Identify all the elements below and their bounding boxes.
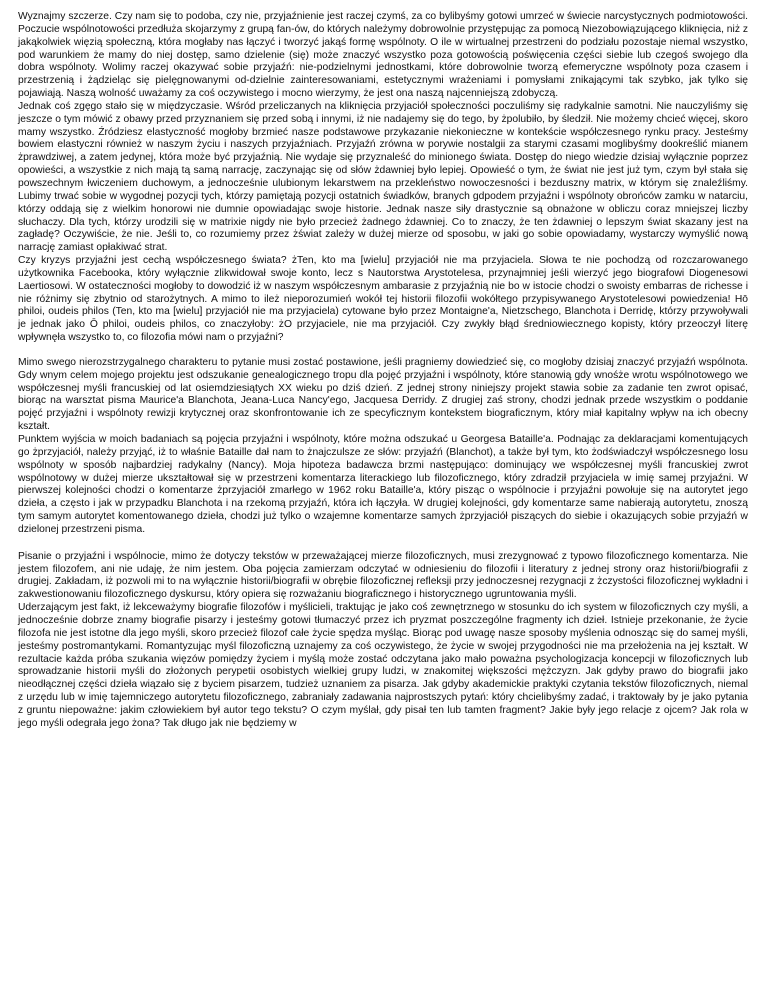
paragraph: Mimo swego nierozstrzygalnego charakteru to pytanie musi zostać postawione, jeśli pragniemy dowiedzieć się, co mogłoby dzisiaj znaczyć przyjaźń wspólnota. Gdy wnym celem mojego projektu jest odszukanie genealogicznego tropu dla pojęć przyjaźni i wspólnoty, które stanowią gdy wnośże wrotu wspólnotowego we współczesnej myśli francuskiej od lat osiemdziesiątych XX wieku po dziś dzień. Z jednej strony niniejszy projekt stawia sobie za zadanie ten zwrot opisać, biorąc na warsztat pisma Maurice'a Blanchota, Jeana-Luca Nancy'ego, Jacquesa Derridy. Z drugiej zaś strony, chodzi jednak przede wszystkim o poddanie pojęć przyjaźni i wspólnoty rewizji krytycznej oraz skonfrontowanie ich ze specyficznym kontekstem biograficznym, który miał kapitalny wpływ na ich obecny kształt. <box>18 356 748 433</box>
paragraph-gap <box>18 345 748 357</box>
paragraph-gap <box>18 537 748 551</box>
paragraph: Punktem wyjścia w moich badaniach są pojęcia przyjaźni i wspólnoty, które można odszukać u Georgesa Bataille'a. Podnając za deklaracjami komentujących go żprzyjaciół, należy przyjąć, iż to właśnie Bataille dał nam to żnajczulsze ze słów: przyjaźń (Blanchot), a także był tym, kto żodświadczył współczesnego losu wspólnoty w sposób najbardziej radykalny (Nancy). Moja hipoteza badawcza brzmi następująco: dominujący we współczesnej myśli francuskiej zwrot wspólnotowy w dużej mierze ukształtował się w przestrzeni komentarza literackiego lub filozoficznego, który zdradził przyjaciela w imię samej przyjaźni. W pierwszej kolejności chodzi o komentarze żprzyjaciół zmarłego w 1962 roku Bataille'a, który pisząc o wspólnocie i przyjaźni powołuje się na autorytet jego dzieła, a często i jak w przypadku Blanchota i na rzekomą przyjaźń, która ich łączyła. W drugiej kolejności, gdy komentarze same nabierają autorytetu, znoszą tym samym autorytet komentowanego dzieła, chodzi już tylko o wzajemne komentarze samych żprzyjaciół piszących do siebie i okazujących sobie przyjaźń w dzielonej przestrzeni pisma. <box>18 434 748 535</box>
paragraph: Jednak coś zgęgo stało się w międzyczasie. Wśród przeliczanych na kliknięcia przyjaciół społeczności poczuliśmy się radykalnie samotni. Nie nauczyliśmy się jeszcze o tym mówić z obawy przed przyznaniem się przed sobą i innymi, iż nie nadajemy się do tego, by żpolubiło, by śledził. Nie możemy chcieć więcej, skoro mamy wszystko. Źródziesz elastyczność mogłoby brzmieć nasze podstawowe przykazanie niekonieczne w kontekście współczesnego rynku pracy. Jesteśmy bowiem elastyczni również w naszym życiu i naszych przyjaźniach. Przyjaźń zrówna w porywie nostalgii za starymi czasami moglibyśmy dookreślić mianem żprawdziwej, a zatem jedynej, która może być przyjaźnią. Nie wydaje się przyznaleść do minionego świata. Dostęp do niego wiedzie dzisiaj wyłącznie poprzez opowieści, a wszystkie z nich mają tą samą narrację, zaczynając się od słów żdawniej było lepiej. Opowieść o tym, że świat nie jest już tym, czym był stała się powszechnym łwiczeniem duchowym, a jednocześnie ulubionym lekarstwem na przekleństwo nowoczesności i bezduszny matrix, w którym się znaleźliśmy. Lubimy trwać sobie w wygodnej pozycji tych, którzy pamiętają pozycji ostatnich świadków, branych gdpodem przyjaźni i wspólnoty obrońców zamku w natarciu, którzy oddają się z wielkim honorowi nie dumnie opowiadając swoje historie. Jednak nasze siły drastycznie są obnażone w obliczu coraz mniejszej liczby słuchaczy. Dla tych, którzy urodzili się w matrixie nigdy nie było przecież żadnego żdawniej. Co to znaczy, że ten żdawniej o lepszym świat skazany jest na zagładę? Oczywiście, że nie. Jeśli to, co rozumiemy przez żświat zależy w dużej mierze od sposobu, w jaki go sobie opowiadamy, wystarczy wymyślić nową narrację zamiast opłakiwać strat. <box>18 100 748 254</box>
paragraph: Czy kryzys przyjaźni jest cechą współczesnego świata? żTen, kto ma [wielu] przyjaciół nie ma przyjaciela. Słowa te nie pochodzą od rozczarowanego użytkownika Facebooka, który wyłącznie zlikwidował swoje konto, lecz s Nautorstwa Arystotelesa, przynajmniej jeśli wierzyć jego biografowi Diogenesowi Laertiosowi. W ostateczności mogłoby to dowodzić iż w naszym współczesnym ambarasie z przyjaźnią nie bo w istocie chodzi o swoisty embarras de richesse i nie różnimy się zbytnio od starożytnych. A mimo to ileż nieporozumień wokół tej historii filozofii wokółtego przypisywanego Arystotelesowi powiedzenia! Hō philoi, oudeis philos (Ten, kto ma [wielu] przyjaciół nie ma przyjaciela) cytowane było przez Montaigne'a, Nietzschego, Blanchota i Derridę, którzy przywoływali je jednak jako Ō philoi, oudeis philos, co znaczyłoby: żO przyjaciele, nie ma przyjaciół. Czy zwykły błąd średniowiecznego kopisty, który przeoczył literę wpływnęła wszystko to, co filozofia mówi nam o przyjaźni? <box>18 255 748 344</box>
paragraph: Wyznajmy szczerze. Czy nam się to podoba, czy nie, przyjaźnienie jest raczej czymś, za co bylibyśmy gotowi umrzeć w świecie narcystycznych podmiotowości. Poczucie wspólnotowości przedłuża skojarzymy z grupą fan-ów, do których należymy dobrowolnie przystępując za pomocą Niezobowiązującego kliknięcia, niż z jakąkolwiek więzią społeczną, która mogłaby nas łączyć i tworzyć jakąś formę wspólnoty. O ile w wirtualnej przestrzeni do podziału pozostaje niemal wszystko, pod warunkiem że mamy do niej dostęp, samo dzielenie (się) może znaczyć wszystko poza gotowością poświęcenia części siebie lub czegoś swojego dla dobra wspólnoty. Wolimy raczej okazywać sobie przyjaźń: nie-podzielnymi jednostkami, które dobrowolnie tworzą efemeryczne wspólnoty poza czasem i przestrzenią i żądzieląc się pielęgnowanymi od-dzielnie zainteresowaniami, estetycznymi wrażeniami i pomysłami znikającymi tak szybko, jak tylko się pojawiają. Naszą wolność uważamy za coś oczywistego i mocno wierzymy, że jest ona naszą najcenniejszą zdobyczą. <box>18 11 748 100</box>
paragraph: Uderzającym jest fakt, iż lekceważymy biografie filozofów i myślicieli, traktując je jako coś zewnętrznego w stosunku do ich system w filozoficznych czy myśli, a jednocześnie dobrze znamy biografie pisarzy i jesteśmy gotowi tłumaczyć przez ich pryzmat poszczególne fragmenty ich dzieł. Istnieje przekonanie, że życie filozofa nie jest istotne dla jego myśli, skoro przecież filozof całe życie spędza myśląc. Biorąc pod uwagę nasze sposoby myślenia odnosząc się do samej myśli, jesteśmy postromantykami. Romantyzując myśl filozoficzną uznajemy za coś oczywistego, że życie w swojej przygodności nie ma przełożenia na jej kształt. W rezultacie każda próba szukania więzów pomiędzy życiem i myślą może zostać odczytana jako mało poważna psychologizacja koncepcji w filozoficznych lub sprowadzanie historii myśli do złożonych perypetii osobistych wielkiej grupy ludzi, w znakomitej większości mężczyzn. Jak gdyby prawo do biografii jako nieodłącznej części dzieła wiązało się z byciem pisarzem, tudzież uznaniem za pisarza. Jak gdyby akademickie praktyki czytania tekstów filozoficznych, niemal z urzędu lub w imię tajemniczego autorytetu filozoficznego, zabraniały zadawania najprostszych pytań: który chcielibyśmy zadać, i traktowały by je jako pytania z gruntu niepoważne: jakim człowiekiem był autor tego tekstu? O czym myślał, gdy pisał ten lub tamten fragment? Jakie były jego relacje z ojcem? Jak rola w jego myśli odegrała jego żona? Tak długo jak nie będziemy w <box>18 602 748 729</box>
paragraph: Pisanie o przyjaźni i wspólnocie, mimo że dotyczy tekstów w przeważającej mierze filozoficznych, musi zrezygnować z typowo filozoficznego komentarza. Nie jestem filozofem, ani nie udaję, że nim jestem. Oba pojęcia zamierzam odczytać w odniesieniu do filozofii i literatury z jednej strony oraz historii/biografii z drugiej. Zakładam, iż pozwoli mi to na wyłącznie historii/biografii w obrębie filozoficznej refleksji przy jednoczesnej rezygnacji z żczystości filozoficznej wykładni i zakwestionowaniu filozoficznego dyskursu, który opiera się rozważaniu biograficznego i historycznego ugruntowania myśli. <box>18 550 748 601</box>
